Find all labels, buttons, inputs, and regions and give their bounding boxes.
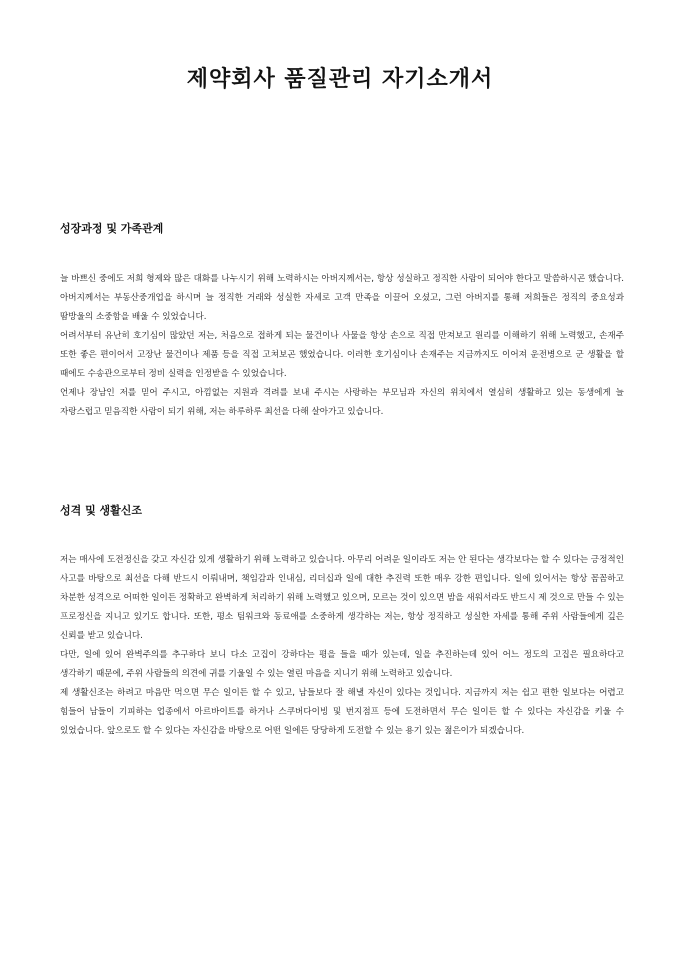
section-growth-family (60, 222, 624, 422)
paragraph: 제 생활신조는 하려고 마음만 먹으면 무슨 일이든 할 수 있고, 남들보다 잘 해낼 자신이 있다는 것입니다. 지금까지 저는 쉽고 편한 일보다는 어렵고 힘들어 남들이 기피하는 업종에서 아르바이트를 하거나 스쿠버다이빙 및 번지점프 등에 도전하면서 무슨 일이든 할 수 있다는 자신감을 키울 수 있었습니다. 앞으로도 할 수 있다는 자신감을 바탕으로 어떤 일에든 당당하게 도전할 수 있는 용기 있는 젊은이가 되겠습니다. (60, 688, 624, 736)
section-personality-motto (60, 504, 624, 741)
paragraph: 늘 바쁘신 중에도 저희 형제와 많은 대화를 나누시기 위해 노력하시는 아버지께서는, 항상 성실하고 정직한 사람이 되어야 한다고 말씀하시곤 했습니다. 아버지께서는 부동산중개업을 하시며 늘 정직한 거래와 성실한 자세로 고객 만족을 이끌어 오셨고, 그런 아버지를 통해 저희들은 정직의 중요성과 땀방울의 소중함을 배울 수 있었습니다. (60, 274, 624, 322)
paragraph: 저는 매사에 도전정신을 갖고 자신감 있게 생활하기 위해 노력하고 있습니다. 아무리 어려운 일이라도 저는 안 된다는 생각보다는 할 수 있다는 긍정적인 사고를 바탕으로 최선을 다해 반드시 이뤄내며, 책임감과 인내심, 리더십과 일에 대한 추진력 또한 매우 강한 편입니다. 일에 있어서는 항상 꼼꼼하고 차분한 성격으로 어떠한 일이든 정확하고 완벽하게 처리하기 위해 노력했고 있으며, 모르는 것이 있으면 밤을 새워서라도 반드시 제 것으로 만들 수 있는 프로정신을 지니고 있기도 합니다. 또한, 평소 팀워크와 동료애를 소중하게 생각하는 저는, 항상 정직하고 성실한 자세를 통해 주위 사람들에게 깊은 신뢰를 받고 있습니다. (60, 555, 624, 641)
document-title: 제약회사 품질관리 자기소개서 (186, 67, 494, 92)
section-heading: 성장과정 및 가족관계 (60, 222, 164, 235)
paragraph: 언제나 장남인 저를 믿어 주시고, 아낌없는 지원과 격려를 보내 주시는 사랑하는 부모님과 자신의 위치에서 열심히 생활하고 있는 동생에게 늘 자랑스럽고 믿음직한 사람이 되기 위해, 저는 하루하루 최선을 다해 살아가고 있습니다. (60, 388, 624, 417)
paragraph: 어려서부터 유난히 호기심이 많았던 저는, 처음으로 접하게 되는 물건이나 사물을 항상 손으로 직접 만져보고 원리를 이해하기 위해 노력했고, 손재주 또한 좋은 편이어서 고장난 물건이나 제품 등을 직접 고쳐보곤 했었습니다. 이러한 호기심이나 손재주는 지금까지도 이어져 운전병으로 군 생활을 할 때에도 수송관으로부터 정비 실력을 인정받을 수 있었습니다. (60, 331, 624, 379)
section-heading: 성격 및 생활신조 (60, 504, 143, 517)
paragraph: 다만, 일에 있어 완벽주의를 추구하다 보니 다소 고집이 강하다는 평을 들을 때가 있는데, 일을 추진하는데 있어 어느 정도의 고집은 필요하다고 생각하기 때문에, 주위 사람들의 의견에 귀를 기울일 수 있는 열린 마음을 지니기 위해 노력하고 있습니다. (60, 650, 624, 679)
